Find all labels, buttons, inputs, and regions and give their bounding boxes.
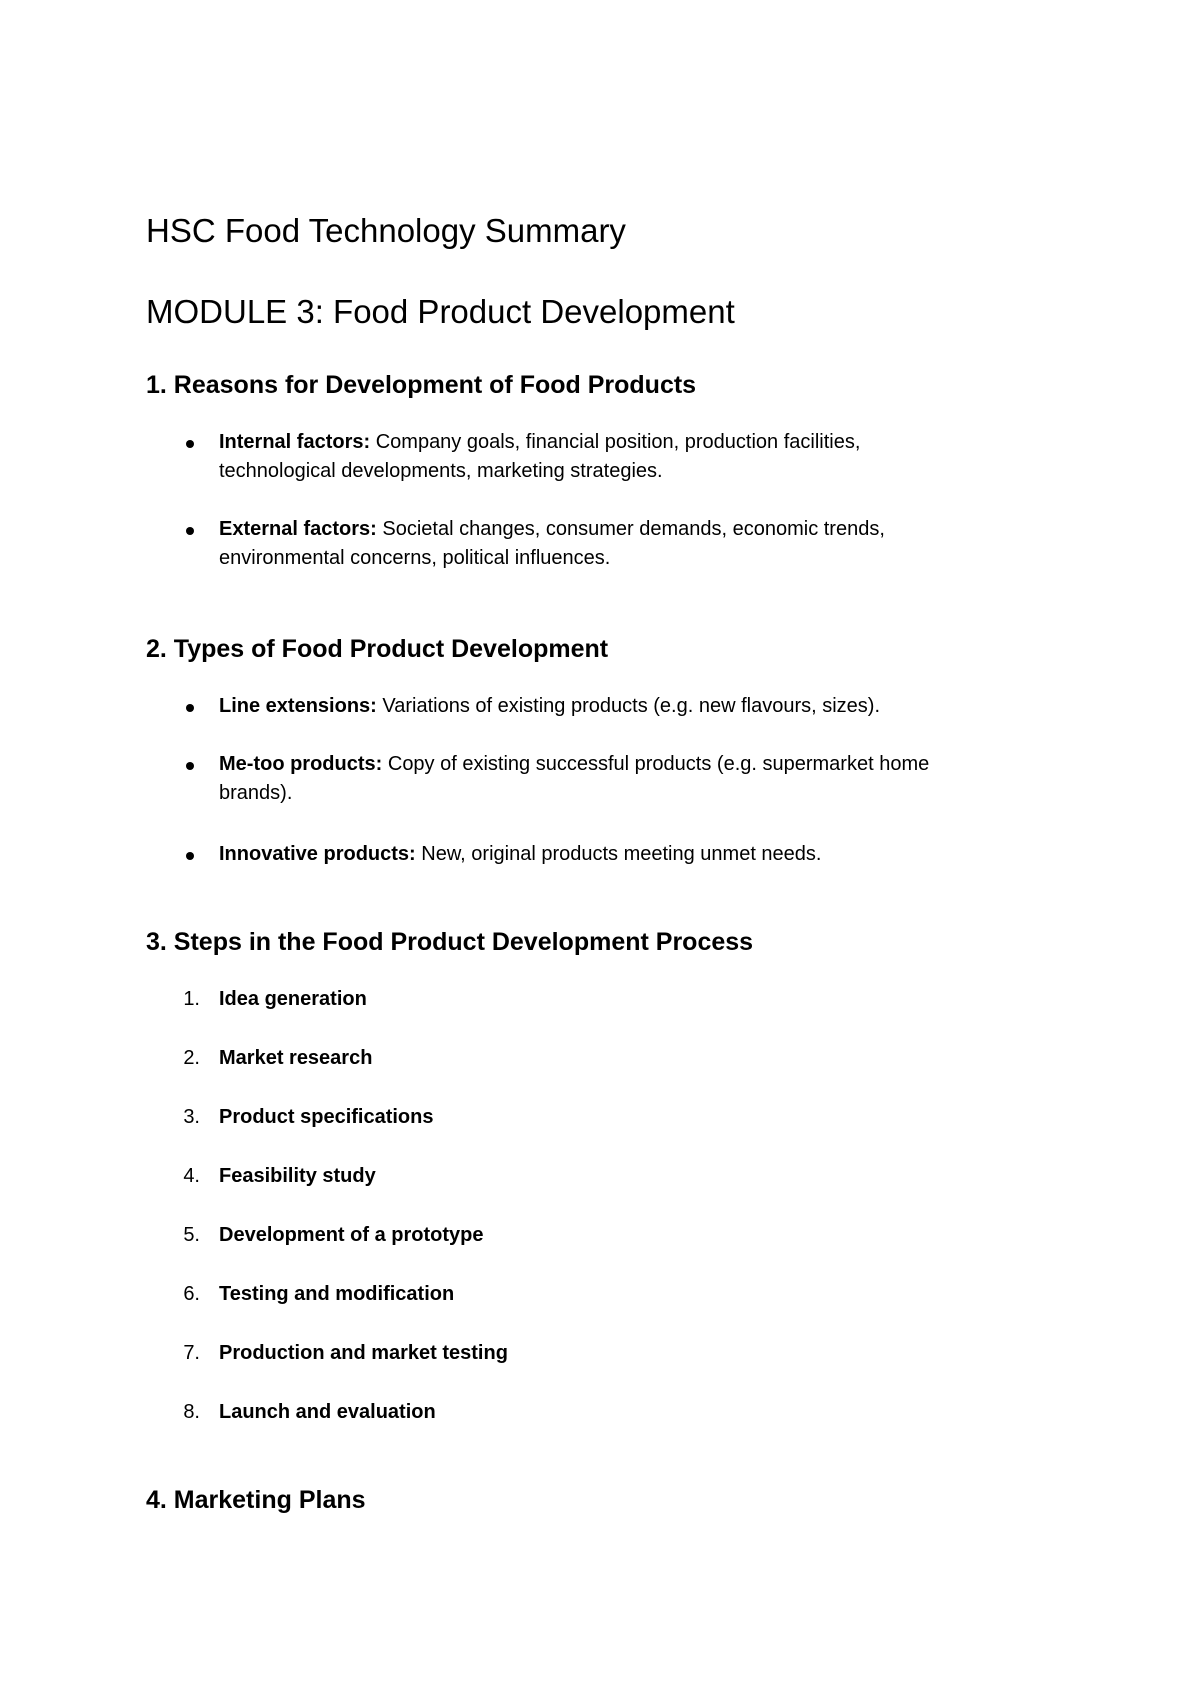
bullet-icon xyxy=(186,852,194,860)
step-number: 7. xyxy=(183,1342,200,1364)
item-text: Copy of existing successful products (e.g. supermarket home xyxy=(382,753,930,775)
bullet-icon xyxy=(186,527,194,535)
step-number: 6. xyxy=(183,1283,200,1305)
bullet-icon xyxy=(186,762,194,770)
item-text: Company goals, financial position, production facilities, xyxy=(370,431,861,453)
item-label: Me-too products: xyxy=(219,753,383,775)
step-feasibility-study: Feasibility study xyxy=(219,1165,376,1187)
step-number: 2. xyxy=(183,1047,200,1069)
section-heading-steps: 3. Steps in the Food Product Development Process xyxy=(146,928,754,956)
step-production-market-testing: Production and market testing xyxy=(219,1342,508,1364)
step-development-prototype: Development of a prototype xyxy=(219,1224,484,1246)
item-text: New, original products meeting unmet needs. xyxy=(415,843,822,865)
item-text-continued: technological developments, marketing strategies. xyxy=(219,460,663,482)
list-item-line-extensions xyxy=(219,692,880,721)
module-heading: MODULE 3: Food Product Development xyxy=(146,293,735,330)
list-item-external-factors xyxy=(219,515,885,544)
list-item-me-too-products xyxy=(219,750,929,779)
item-label: Innovative products: xyxy=(219,843,416,865)
step-product-specifications: Product specifications xyxy=(219,1106,434,1128)
step-market-research: Market research xyxy=(219,1047,373,1069)
step-number: 4. xyxy=(183,1165,200,1187)
item-text-continued: brands). xyxy=(219,782,293,804)
step-number: 8. xyxy=(183,1401,200,1423)
section-heading-types: 2. Types of Food Product Development xyxy=(146,635,609,663)
bullet-icon xyxy=(186,704,194,712)
item-label: Line extensions: xyxy=(219,695,377,717)
item-text-continued: environmental concerns, political influences. xyxy=(219,547,611,569)
section-heading-reasons: 1. Reasons for Development of Food Products xyxy=(146,371,697,399)
list-item-internal-factors xyxy=(219,428,860,457)
step-testing-modification: Testing and modification xyxy=(219,1283,455,1305)
item-label: Internal factors: xyxy=(219,431,371,453)
section-heading-marketing-plans: 4. Marketing Plans xyxy=(146,1486,366,1514)
list-item-innovative-products xyxy=(219,840,821,869)
bullet-icon xyxy=(186,440,194,448)
step-launch-evaluation: Launch and evaluation xyxy=(219,1401,436,1423)
step-idea-generation: Idea generation xyxy=(219,988,367,1010)
item-text: Variations of existing products (e.g. new flavours, sizes). xyxy=(376,695,880,717)
step-number: 5. xyxy=(183,1224,200,1246)
step-number: 3. xyxy=(183,1106,200,1128)
document-title: HSC Food Technology Summary xyxy=(146,212,626,249)
item-label: External factors: xyxy=(219,518,377,540)
step-number: 1. xyxy=(183,988,200,1010)
item-text: Societal changes, consumer demands, economic trends, xyxy=(376,518,885,540)
